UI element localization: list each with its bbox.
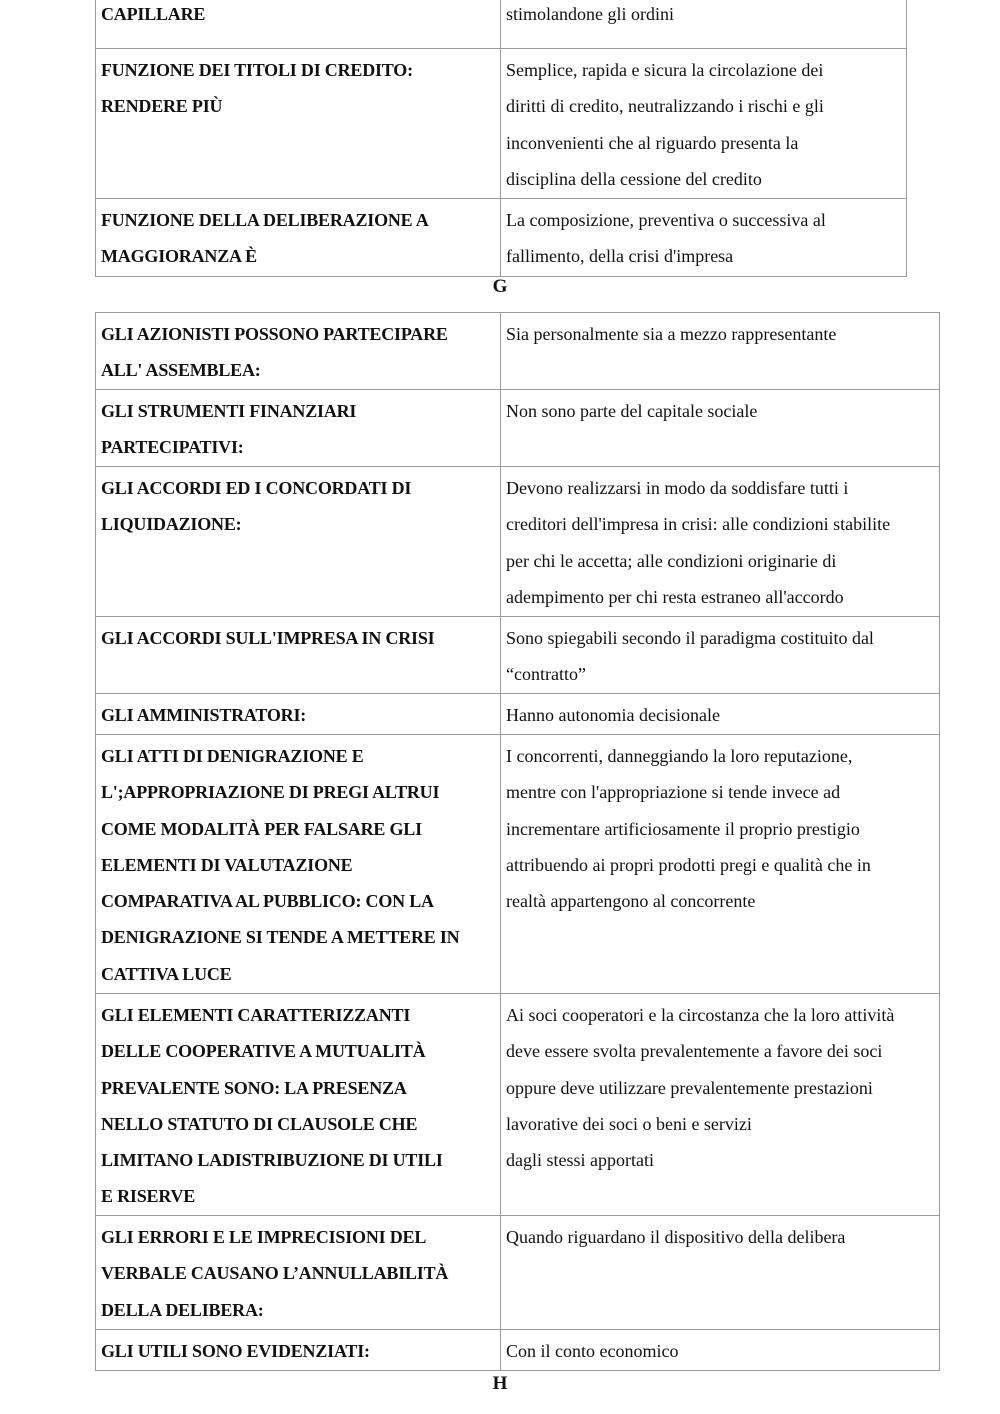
section-letter-g: G — [492, 276, 508, 297]
table-row — [96, 0, 907, 49]
definition-cell: Devono realizzarsi in modo da soddisfare tutti i creditori dell'impresa in crisi: alle condizioni stabilite per chi le accetta; alle condizioni originarie di adempimento per chi resta estraneo all'accordo — [501, 467, 940, 617]
table-row — [96, 199, 907, 277]
definition-cell: Hanno autonomia decisionale — [501, 694, 940, 735]
table-row — [96, 994, 940, 1216]
term-cell: FUNZIONE DELLA DELIBERAZIONE A MAGGIORANZA È — [96, 199, 501, 277]
definition-cell: Non sono parte del capitale sociale — [501, 390, 940, 467]
glossary-table-f — [95, 0, 907, 277]
glossary-table-f-body — [96, 0, 907, 277]
table-row — [96, 735, 940, 994]
table-row — [96, 390, 940, 467]
term-cell: GLI ACCORDI SULL'IMPRESA IN CRISI — [96, 617, 501, 694]
term-cell: GLI ACCORDI ED I CONCORDATI DI LIQUIDAZIONE: — [96, 467, 501, 617]
glossary-table-g — [95, 312, 940, 1371]
definition-cell: I concorrenti, danneggiando la loro reputazione, mentre con l'appropriazione si tende invece ad incrementare artificiosamente il proprio prestigio attribuendo ai propri prodotti pregi e qualità che in realtà appartengono al concorrente — [501, 735, 940, 994]
definition-cell: Ai soci cooperatori e la circostanza che la loro attività deve essere svolta prevalentemente a favore dei soci oppure deve utilizzare prevalentemente prestazioni lavorative dei soci o beni e servizi dagli stessi apportati — [501, 994, 940, 1216]
term-cell: GLI AMMINISTRATORI: — [96, 694, 501, 735]
table-row — [96, 1216, 940, 1330]
term-cell: GLI UTILI SONO EVIDENZIATI: — [96, 1330, 501, 1371]
definition-cell: Sia personalmente sia a mezzo rappresentante — [501, 313, 940, 390]
definition-cell: Con il conto economico — [501, 1330, 940, 1371]
definition-cell: Semplice, rapida e sicura la circolazione dei diritti di credito, neutralizzando i rischi e gli inconvenienti che al riguardo presenta la disciplina della cessione del credito — [501, 49, 907, 199]
term-cell: CAPILLARE — [96, 0, 501, 49]
table-row — [96, 49, 907, 199]
section-letter-h: H — [492, 1373, 508, 1394]
term-cell: GLI ELEMENTI CARATTERIZZANTI DELLE COOPERATIVE A MUTUALITÀ PREVALENTE SONO: LA PRESENZA NELLO STATUTO DI CLAUSOLE CHE LIMITANO LADISTRIBUZIONE DI UTILI E RISERVE — [96, 994, 501, 1216]
term-cell: GLI AZIONISTI POSSONO PARTECIPARE ALL' ASSEMBLEA: — [96, 313, 501, 390]
table-row — [96, 1330, 940, 1371]
table-row — [96, 313, 940, 390]
term-cell: GLI ERRORI E LE IMPRECISIONI DEL VERBALE CAUSANO L’ANNULLABILITÀ DELLA DELIBERA: — [96, 1216, 501, 1330]
definition-cell: La composizione, preventiva o successiva al fallimento, della crisi d'impresa — [501, 199, 907, 277]
definition-cell: stimolandone gli ordini — [501, 0, 907, 49]
definition-cell: Quando riguardano il dispositivo della delibera — [501, 1216, 940, 1330]
table-row — [96, 467, 940, 617]
definition-cell: Sono spiegabili secondo il paradigma costituito dal “contratto” — [501, 617, 940, 694]
term-cell: GLI ATTI DI DENIGRAZIONE E L';APPROPRIAZIONE DI PREGI ALTRUI COME MODALITÀ PER FALSARE GLI ELEMENTI DI VALUTAZIONE COMPARATIVA AL PUBBLICO: CON LA DENIGRAZIONE SI TENDE A METTERE IN CATTIVA LUCE — [96, 735, 501, 994]
table-row — [96, 694, 940, 735]
term-cell: FUNZIONE DEI TITOLI DI CREDITO: RENDERE PIÙ — [96, 49, 501, 199]
table-row — [96, 617, 940, 694]
glossary-table-g-body — [96, 313, 940, 1371]
term-cell: GLI STRUMENTI FINANZIARI PARTECIPATIVI: — [96, 390, 501, 467]
